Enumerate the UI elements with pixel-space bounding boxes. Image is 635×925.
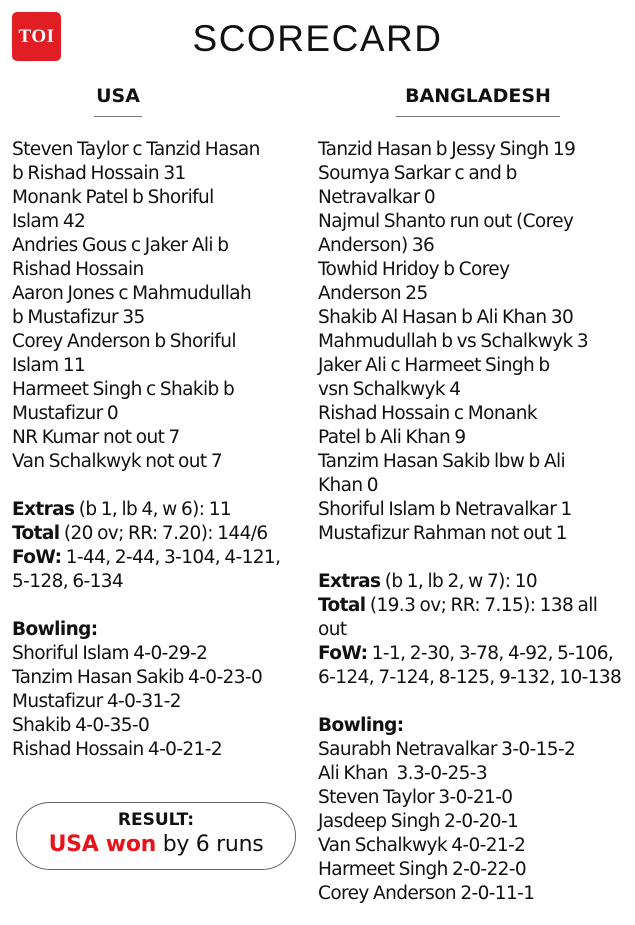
total-label: Total [318, 595, 366, 616]
batting-line: Aaron Jones c Mahmudullah [12, 283, 252, 304]
team-heading-usa [94, 85, 142, 117]
usa-batting [12, 138, 308, 474]
bowling-line: Jasdeep Singh 2-0-20-1 [318, 811, 519, 832]
usa-extras [12, 498, 308, 522]
batting-line: Islam 42 [12, 211, 86, 232]
batting-line: Khan 0 [318, 475, 378, 496]
total-value: (20 ov; RR: 7.20): 144/6 [59, 523, 268, 544]
bangladesh-total-cont: out [318, 619, 347, 640]
batting-line: Monank Patel b Shoriful [12, 187, 214, 208]
bowling-line: Saurabh Netravalkar 3-0-15-2 [318, 739, 576, 760]
fow-label: FoW: [318, 643, 368, 664]
bangladesh-extras [318, 570, 632, 594]
usa-fow [12, 546, 308, 570]
batting-line: Soumya Sarkar c and b [318, 163, 517, 184]
bangladesh-total [318, 594, 632, 618]
usa-fow-cont: 5-128, 6-134 [12, 571, 124, 592]
batting-line: Anderson) 36 [318, 235, 435, 256]
bowling-line: Mustafizur 4-0-31-2 [12, 691, 181, 712]
batting-line: Steven Taylor c Tanzid Hasan [12, 139, 260, 160]
batting-line: vsn Schalkwyk 4 [318, 379, 461, 400]
batting-line: Mahmudullah b vs Schalkwyk 3 [318, 331, 589, 352]
result-label: RESULT: [117, 810, 195, 830]
bowling-line: Corey Anderson 2-0-11-1 [318, 883, 535, 904]
usa-innings [12, 138, 308, 762]
bowling-line: Rishad Hossain 4-0-21-2 [12, 739, 222, 760]
fow-value: 1-1, 2-30, 3-78, 4-92, 5-106, [367, 643, 614, 664]
bowling-line: Shakib 4-0-35-0 [12, 715, 150, 736]
page-title: SCORECARD [192, 18, 443, 59]
batting-line: Corey Anderson b Shoriful [12, 331, 236, 352]
bangladesh-fow-cont: 6-124, 7-124, 8-125, 9-132, 10-138 [318, 667, 622, 688]
toi-logo: TOI [12, 12, 61, 61]
batting-line: Najmul Shanto run out (Corey [318, 211, 574, 232]
bowling-line: Harmeet Singh 2-0-22-0 [318, 859, 527, 880]
extras-label: Extras [318, 571, 381, 592]
usa-bowling-label: Bowling: [12, 619, 98, 640]
batting-line: Anderson 25 [318, 283, 428, 304]
bangladesh-bowling [318, 738, 632, 906]
batting-line: Tanzid Hasan b Jessy Singh 19 [318, 139, 576, 160]
batting-line: Patel b Ali Khan 9 [318, 427, 466, 448]
usa-total [12, 522, 308, 546]
total-label: Total [12, 523, 60, 544]
bangladesh-batting [318, 138, 632, 546]
bowling-line: Van Schalkwyk 4-0-21-2 [318, 835, 526, 856]
bangladesh-innings [318, 138, 632, 906]
result-margin: by 6 runs [156, 832, 264, 857]
heading-underline [94, 116, 142, 117]
bowling-line: Steven Taylor 3-0-21-0 [318, 787, 513, 808]
batting-line: Netravalkar 0 [318, 187, 436, 208]
result-badge [16, 802, 296, 870]
team-name-usa: USA [96, 85, 140, 107]
fow-value: 1-44, 2-44, 3-104, 4-121, [61, 547, 281, 568]
batting-line: Rishad Hossain [12, 259, 144, 280]
bangladesh-bowling-label: Bowling: [318, 715, 404, 736]
result-winner: USA won [48, 832, 157, 857]
batting-line: Harmeet Singh c Shakib b [12, 379, 235, 400]
batting-line: b Rishad Hossain 31 [12, 163, 186, 184]
batting-line: Islam 11 [12, 355, 86, 376]
bangladesh-fow [318, 642, 632, 666]
fow-label: FoW: [12, 547, 62, 568]
extras-value: (b 1, lb 4, w 6): 11 [74, 499, 232, 520]
result-text [17, 832, 295, 857]
bowling-line: Tanzim Hasan Sakib 4-0-23-0 [12, 667, 263, 688]
batting-line: Towhid Hridoy b Corey [318, 259, 510, 280]
usa-bowling [12, 642, 308, 762]
bowling-line: Ali Khan 3.3-0-25-3 [318, 763, 488, 784]
heading-underline [396, 116, 560, 117]
team-heading-bangladesh [396, 85, 560, 117]
batting-line: Jaker Ali c Harmeet Singh b [318, 355, 550, 376]
batting-line: Rishad Hossain c Monank [318, 403, 537, 424]
batting-line: b Mustafizur 35 [12, 307, 145, 328]
batting-line: Mustafizur 0 [12, 403, 119, 424]
batting-line: Tanzim Hasan Sakib lbw b Ali [318, 451, 566, 472]
batting-line: NR Kumar not out 7 [12, 427, 180, 448]
team-name-bangladesh: BANGLADESH [405, 85, 551, 107]
batting-line: Shakib Al Hasan b Ali Khan 30 [318, 307, 574, 328]
bowling-line: Shoriful Islam 4-0-29-2 [12, 643, 208, 664]
batting-line: Andries Gous c Jaker Ali b [12, 235, 229, 256]
extras-label: Extras [12, 499, 75, 520]
batting-line: Van Schalkwyk not out 7 [12, 451, 222, 472]
batting-line: Mustafizur Rahman not out 1 [318, 523, 567, 544]
batting-line: Shoriful Islam b Netravalkar 1 [318, 499, 572, 520]
total-value: (19.3 ov; RR: 7.15): 138 all [365, 595, 598, 616]
extras-value: (b 1, lb 2, w 7): 10 [380, 571, 538, 592]
